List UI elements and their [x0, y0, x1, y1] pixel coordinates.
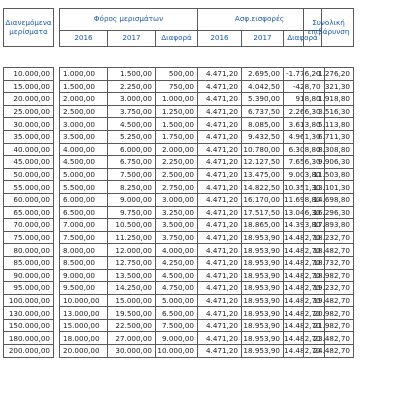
cell-tax-2017: 8.250,00 [108, 181, 156, 194]
cell-ins-2016: 4.471,20 [198, 118, 242, 131]
cell-total: 1.918,80 [304, 93, 354, 106]
cell-tax-diff: 1.000,00 [156, 93, 198, 106]
cell-dividends: 100.000,00 [4, 294, 54, 307]
table-row [4, 219, 325, 232]
cell-dividends: 15.000,00 [4, 80, 54, 93]
cell-total: 18.482,70 [304, 244, 354, 257]
cell-ins-diff: -1.776,20 [284, 68, 325, 81]
cell-tax-diff: 3.750,00 [156, 231, 198, 244]
cell-ins-diff: 14.482,70 [284, 244, 325, 257]
header-table [3, 8, 322, 47]
cell-tax-2016: 9.500,00 [60, 282, 108, 295]
cell-ins-2016: 4.471,20 [198, 269, 242, 282]
table-row [304, 206, 354, 219]
cell-tax-2016: 2.500,00 [60, 105, 108, 118]
table-row [304, 319, 354, 332]
cell-ins-2016: 4.471,20 [198, 231, 242, 244]
cell-ins-diff: 14.482,70 [284, 294, 325, 307]
cell-tax-2017: 1.500,00 [108, 68, 156, 81]
table-row [304, 93, 354, 106]
cell-tax-2016: 4.500,00 [60, 156, 108, 169]
table-row [4, 93, 325, 106]
cell-total: 8.308,80 [304, 143, 354, 156]
cell-ins-2017: 18.953,90 [242, 294, 284, 307]
cell-tax-2017: 3.750,00 [108, 105, 156, 118]
table-row [304, 68, 354, 81]
header-ins-year2: 2017 [242, 31, 284, 47]
cell-ins-diff: 14.482,70 [284, 307, 325, 320]
cell-tax-2016: 7.000,00 [60, 219, 108, 232]
cell-tax-diff: 1.500,00 [156, 118, 198, 131]
cell-dividends: 70.000,00 [4, 219, 54, 232]
table-row [4, 130, 325, 143]
data-table [3, 67, 325, 358]
cell-total: 321,30 [304, 80, 354, 93]
table-row [304, 256, 354, 269]
cell-tax-2017: 30.000,00 [108, 345, 156, 358]
table-row [4, 206, 325, 219]
cell-tax-2016: 7.500,00 [60, 231, 108, 244]
table-row [304, 156, 354, 169]
cell-total: 5.113,80 [304, 118, 354, 131]
table-row [4, 181, 325, 194]
cell-tax-2016: 20.000,00 [60, 345, 108, 358]
cell-dividends: 90.000,00 [4, 269, 54, 282]
cell-ins-diff: 11.698,80 [284, 193, 325, 206]
cell-total: 24.482,70 [304, 345, 354, 358]
cell-ins-diff: 14.482,70 [284, 345, 325, 358]
table-row [4, 143, 325, 156]
cell-tax-diff: 7.500,00 [156, 319, 198, 332]
cell-tax-2016: 1.000,00 [60, 68, 108, 81]
cell-total: 17.893,80 [304, 219, 354, 232]
cell-ins-2017: 10.780,00 [242, 143, 284, 156]
table-row [4, 294, 325, 307]
cell-total: 18.982,70 [304, 269, 354, 282]
cell-tax-diff: 1.750,00 [156, 130, 198, 143]
total-table [303, 67, 354, 358]
cell-ins-diff: 3.613,80 [284, 118, 325, 131]
header-ins-diff: Διαφορά [284, 31, 322, 47]
table-row [4, 244, 325, 257]
cell-ins-2017: 18.865,00 [242, 219, 284, 232]
table-row [4, 269, 325, 282]
cell-ins-2017: 2.695,00 [242, 68, 284, 81]
cell-tax-diff: 4.000,00 [156, 244, 198, 257]
cell-tax-diff: 6.500,00 [156, 307, 198, 320]
cell-tax-2016: 6.500,00 [60, 206, 108, 219]
cell-dividends: 80.000,00 [4, 244, 54, 257]
cell-tax-2017: 3.000,00 [108, 93, 156, 106]
cell-ins-diff: 9.003,80 [284, 168, 325, 181]
table-row [4, 319, 325, 332]
cell-ins-diff: 2.266,30 [284, 105, 325, 118]
cell-tax-2016: 6.000,00 [60, 193, 108, 206]
cell-ins-2016: 4.471,20 [198, 105, 242, 118]
cell-tax-diff: 1.250,00 [156, 105, 198, 118]
cell-ins-2017: 9.432,50 [242, 130, 284, 143]
cell-tax-2017: 12.000,00 [108, 244, 156, 257]
cell-tax-2016: 15.000,00 [60, 319, 108, 332]
cell-ins-2016: 4.471,20 [198, 307, 242, 320]
cell-ins-2017: 12.127,50 [242, 156, 284, 169]
cell-ins-diff: 14.482,70 [284, 256, 325, 269]
cell-dividends: 55.000,00 [4, 181, 54, 194]
cell-ins-2017: 8.085,00 [242, 118, 284, 131]
cell-tax-2017: 19.500,00 [108, 307, 156, 320]
table-row [304, 80, 354, 93]
cell-tax-2016: 9.000,00 [60, 269, 108, 282]
table-row [304, 105, 354, 118]
cell-tax-2017: 2.250,00 [108, 80, 156, 93]
table-row [304, 294, 354, 307]
table-row [304, 307, 354, 320]
table-row [304, 269, 354, 282]
header-dividends: Διανεμόμενα μερίσματα [4, 9, 54, 47]
table-row [4, 168, 325, 181]
cell-total: -1.276,20 [304, 68, 354, 81]
table-row [304, 231, 354, 244]
cell-tax-2016: 5.500,00 [60, 181, 108, 194]
table-row [304, 193, 354, 206]
cell-total: 18.732,70 [304, 256, 354, 269]
cell-ins-2017: 18.953,90 [242, 244, 284, 257]
table-row [304, 244, 354, 257]
cell-ins-2016: 4.471,20 [198, 80, 242, 93]
cell-total: 21.982,70 [304, 319, 354, 332]
cell-tax-2017: 11.250,00 [108, 231, 156, 244]
table-row [304, 332, 354, 345]
table-row [4, 193, 325, 206]
cell-ins-2017: 18.953,90 [242, 282, 284, 295]
cell-ins-2017: 18.953,90 [242, 307, 284, 320]
cell-dividends: 60.000,00 [4, 193, 54, 206]
table-row [304, 282, 354, 295]
header-tax-year1: 2016 [60, 31, 108, 47]
cell-tax-2016: 18.000,00 [60, 332, 108, 345]
table-row [4, 80, 325, 93]
cell-ins-2016: 4.471,20 [198, 345, 242, 358]
cell-tax-diff: 4.500,00 [156, 269, 198, 282]
cell-tax-2016: 2.000,00 [60, 93, 108, 106]
cell-ins-2016: 4.471,20 [198, 181, 242, 194]
table-row [4, 68, 325, 81]
cell-ins-2017: 18.953,90 [242, 332, 284, 345]
table-row [4, 282, 325, 295]
cell-ins-2016: 4.471,20 [198, 282, 242, 295]
cell-dividends: 85.000,00 [4, 256, 54, 269]
cell-total: 9.906,30 [304, 156, 354, 169]
cell-total: 14.698,80 [304, 193, 354, 206]
cell-tax-2016: 5.000,00 [60, 168, 108, 181]
cell-tax-2017: 4.500,00 [108, 118, 156, 131]
cell-ins-2016: 4.471,20 [198, 156, 242, 169]
cell-dividends: 130.000,00 [4, 307, 54, 320]
cell-dividends: 65.000,00 [4, 206, 54, 219]
table-row [304, 181, 354, 194]
header-ins-year1: 2016 [198, 31, 242, 47]
cell-dividends: 45.000,00 [4, 156, 54, 169]
cell-tax-2016: 3.500,00 [60, 130, 108, 143]
cell-ins-2017: 18.953,90 [242, 319, 284, 332]
cell-total: 18.232,70 [304, 231, 354, 244]
cell-tax-diff: 2.250,00 [156, 156, 198, 169]
cell-tax-diff: 500,00 [156, 68, 198, 81]
cell-tax-2017: 10.500,00 [108, 219, 156, 232]
cell-tax-diff: 10.000,00 [156, 345, 198, 358]
cell-tax-diff: 3.250,00 [156, 206, 198, 219]
cell-tax-2017: 7.500,00 [108, 168, 156, 181]
cell-ins-diff: 6.308,80 [284, 143, 325, 156]
cell-ins-2017: 13.475,00 [242, 168, 284, 181]
cell-ins-2017: 5.390,00 [242, 93, 284, 106]
table-row [304, 219, 354, 232]
cell-tax-diff: 5.000,00 [156, 294, 198, 307]
cell-tax-2017: 9.000,00 [108, 193, 156, 206]
table-row [304, 130, 354, 143]
cell-ins-2016: 4.471,20 [198, 130, 242, 143]
cell-tax-diff: 2.750,00 [156, 181, 198, 194]
cell-tax-2017: 27.000,00 [108, 332, 156, 345]
cell-dividends: 50.000,00 [4, 168, 54, 181]
cell-tax-diff: 3.500,00 [156, 219, 198, 232]
cell-ins-2017: 16.170,00 [242, 193, 284, 206]
cell-ins-diff: 7.656,30 [284, 156, 325, 169]
cell-ins-diff: 918,80 [284, 93, 325, 106]
cell-ins-2016: 4.471,20 [198, 68, 242, 81]
cell-ins-2016: 4.471,20 [198, 193, 242, 206]
cell-tax-2017: 12.750,00 [108, 256, 156, 269]
cell-tax-2016: 4.000,00 [60, 143, 108, 156]
cell-dividends: 10.000,00 [4, 68, 54, 81]
cell-ins-2016: 4.471,20 [198, 244, 242, 257]
cell-ins-diff: -428,70 [284, 80, 325, 93]
cell-ins-diff: 13.046,30 [284, 206, 325, 219]
header-total: Συνολική επιβάρυνση [304, 9, 354, 47]
header-insurance: Ασφ.εισφορές [198, 9, 322, 31]
cell-ins-2016: 4.471,20 [198, 332, 242, 345]
cell-tax-2017: 15.000,00 [108, 294, 156, 307]
cell-tax-diff: 3.000,00 [156, 193, 198, 206]
cell-dividends: 35.000,00 [4, 130, 54, 143]
cell-tax-diff: 750,00 [156, 80, 198, 93]
cell-tax-2016: 10.000,00 [60, 294, 108, 307]
cell-ins-diff: 14.482,70 [284, 319, 325, 332]
header-total-table [303, 8, 354, 47]
cell-ins-2016: 4.471,20 [198, 256, 242, 269]
cell-tax-2017: 14.250,00 [108, 282, 156, 295]
cell-ins-2016: 4.471,20 [198, 206, 242, 219]
table-row [4, 156, 325, 169]
cell-ins-2016: 4.471,20 [198, 294, 242, 307]
cell-dividends: 75.000,00 [4, 231, 54, 244]
cell-ins-2017: 6.737,50 [242, 105, 284, 118]
cell-dividends: 25.000,00 [4, 105, 54, 118]
cell-ins-2017: 18.953,90 [242, 269, 284, 282]
cell-total: 19.232,70 [304, 282, 354, 295]
cell-ins-2017: 18.953,90 [242, 256, 284, 269]
cell-ins-diff: 14.482,70 [284, 269, 325, 282]
cell-total: 13.101,30 [304, 181, 354, 194]
table-row [304, 345, 354, 358]
cell-tax-2016: 3.000,00 [60, 118, 108, 131]
cell-total: 3.516,30 [304, 105, 354, 118]
cell-total: 20.982,70 [304, 307, 354, 320]
cell-ins-diff: 10.351,30 [284, 181, 325, 194]
cell-dividends: 20.000,00 [4, 93, 54, 106]
cell-ins-diff: 4.961,30 [284, 130, 325, 143]
cell-ins-2017: 18.953,90 [242, 231, 284, 244]
cell-tax-2017: 13.500,00 [108, 269, 156, 282]
cell-ins-2017: 14.822,50 [242, 181, 284, 194]
cell-tax-diff: 4.750,00 [156, 282, 198, 295]
cell-tax-2017: 6.750,00 [108, 156, 156, 169]
cell-tax-diff: 2.000,00 [156, 143, 198, 156]
cell-tax-diff: 2.500,00 [156, 168, 198, 181]
header-tax: Φόρος μερισμάτων [60, 9, 198, 31]
cell-tax-2016: 1.500,00 [60, 80, 108, 93]
cell-dividends: 40.000,00 [4, 143, 54, 156]
cell-tax-2017: 6.000,00 [108, 143, 156, 156]
cell-ins-2016: 4.471,20 [198, 219, 242, 232]
cell-total: 23.482,70 [304, 332, 354, 345]
cell-ins-diff: 14.393,80 [284, 219, 325, 232]
cell-total: 16.296,30 [304, 206, 354, 219]
cell-tax-2017: 22.500,00 [108, 319, 156, 332]
table-row [4, 118, 325, 131]
cell-dividends: 30.000,00 [4, 118, 54, 131]
cell-ins-diff: 14.482,70 [284, 231, 325, 244]
cell-ins-2016: 4.471,20 [198, 168, 242, 181]
cell-ins-2016: 4.471,20 [198, 143, 242, 156]
table-row [4, 105, 325, 118]
cell-ins-diff: 14.482,70 [284, 332, 325, 345]
table-row [4, 332, 325, 345]
table-row [4, 345, 325, 358]
cell-tax-diff: 9.000,00 [156, 332, 198, 345]
cell-tax-2016: 13.000,00 [60, 307, 108, 320]
cell-dividends: 180.000,00 [4, 332, 54, 345]
cell-ins-2016: 4.471,20 [198, 319, 242, 332]
cell-tax-diff: 4.250,00 [156, 256, 198, 269]
table-row [4, 256, 325, 269]
cell-tax-2016: 8.000,00 [60, 244, 108, 257]
cell-total: 6.711,30 [304, 130, 354, 143]
cell-dividends: 200.000,00 [4, 345, 54, 358]
cell-ins-2016: 4.471,20 [198, 93, 242, 106]
header-tax-year2: 2017 [108, 31, 156, 47]
table-row [304, 143, 354, 156]
header-tax-diff: Διαφορά [156, 31, 198, 47]
cell-tax-2016: 8.500,00 [60, 256, 108, 269]
cell-tax-2017: 5.250,00 [108, 130, 156, 143]
table-row [304, 118, 354, 131]
cell-total: 19.482,70 [304, 294, 354, 307]
cell-dividends: 150.000,00 [4, 319, 54, 332]
table-row [304, 168, 354, 181]
cell-ins-2017: 4.042,50 [242, 80, 284, 93]
cell-dividends: 95.000,00 [4, 282, 54, 295]
cell-tax-2017: 9.750,00 [108, 206, 156, 219]
cell-ins-2017: 18.953,90 [242, 345, 284, 358]
cell-total: 11.503,80 [304, 168, 354, 181]
cell-ins-diff: 14.482,70 [284, 282, 325, 295]
cell-ins-2017: 17.517,50 [242, 206, 284, 219]
table-row [4, 307, 325, 320]
table-row [4, 231, 325, 244]
